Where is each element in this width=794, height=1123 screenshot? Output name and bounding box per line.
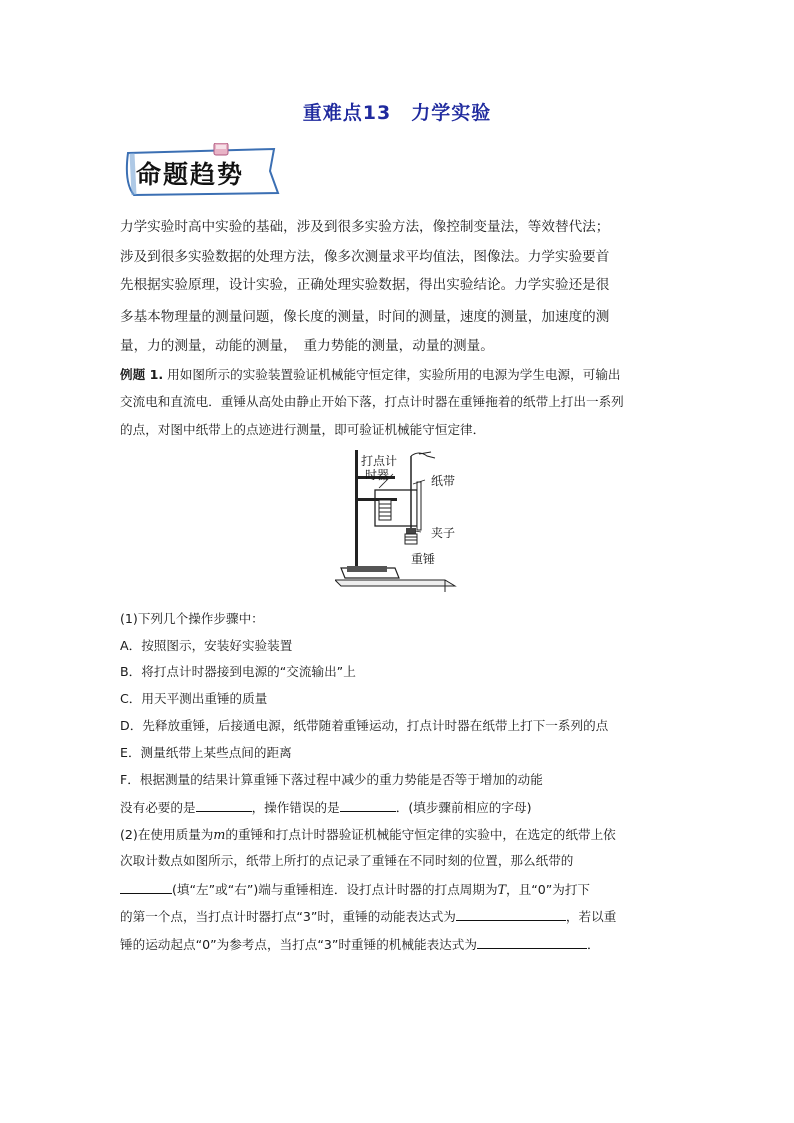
label-clip: 夹子 bbox=[431, 526, 456, 540]
part2-line bbox=[120, 934, 600, 955]
q-text: ． bbox=[586, 937, 600, 952]
var-m: m bbox=[213, 827, 226, 842]
example-line: 的点，对图中纸带上的点迹进行测量，即可验证机械能守恒定律． bbox=[120, 422, 486, 437]
q-text: ，若以重 bbox=[565, 909, 617, 924]
answer-blank-kinetic-energy[interactable] bbox=[456, 906, 566, 921]
q-text: ．(填步骤前相应的字母) bbox=[395, 800, 532, 815]
label-timer-line2: 时器 bbox=[365, 468, 390, 482]
part1-intro: (1)下列几个操作步骤中： bbox=[120, 611, 264, 626]
apparatus-figure bbox=[335, 446, 475, 592]
q-text: 锤的运动起点“0”为参考点，当打点“3”时重锤的机械能表达式为 bbox=[120, 937, 477, 952]
intro-line: 多基本物理量的测量问题，像长度的测量，时间的测量，速度的测量，加速度的测 bbox=[120, 309, 610, 325]
part2-line bbox=[120, 879, 590, 900]
answer-blank-end[interactable] bbox=[120, 879, 172, 894]
q-text: (2)在使用质量为 bbox=[120, 827, 214, 842]
intro-line: 力学实验时高中实验的基础，涉及到很多实验方法，像控制变量法，等效替代法； bbox=[120, 219, 610, 235]
intro-line: 先根据实验原理，设计实验，正确处理实验数据，得出实验结论。力学实验还是很 bbox=[120, 277, 610, 293]
label-timer-line1: 打点计 bbox=[361, 454, 398, 468]
part2-line bbox=[120, 825, 616, 845]
intro-line: 涉及到很多实验数据的处理方法，像多次测量求平均值法，图像法。力学实验要首 bbox=[120, 249, 610, 265]
q-text: (填“左”或“右”)端与重锤相连．设打点计时器的打点周期为 bbox=[172, 882, 498, 897]
step-item: E．测量纸带上某些点间的距离 bbox=[120, 745, 292, 760]
q-text: 的第一个点，当打点计时器打点“3”时，重锤的动能表达式为 bbox=[120, 909, 456, 924]
step-item: B．将打点计时器接到电源的“交流输出”上 bbox=[120, 664, 356, 679]
q-text: 的重锤和打点计时器验证机械能守恒定律的实验中，在选定的纸带上依 bbox=[225, 827, 616, 842]
step-item: A．按照图示，安装好实验装置 bbox=[120, 638, 293, 653]
step-item: F．根据测量的结果计算重锤下落过程中减少的重力势能是否等于增加的动能 bbox=[120, 772, 543, 787]
q-text: ，且“0”为打下 bbox=[506, 882, 591, 897]
label-tape: 纸带 bbox=[431, 474, 456, 488]
step-item: D．先释放重锤，后接通电源，纸带随着重锤运动，打点计时器在纸带上打下一系列的点 bbox=[120, 718, 609, 733]
answer-blank-wrong-step[interactable] bbox=[340, 797, 396, 812]
example-line bbox=[120, 365, 621, 385]
answer-blank-mechanical-energy[interactable] bbox=[477, 934, 587, 949]
page-title: 重难点13 力学实验 bbox=[302, 102, 492, 124]
part1-question bbox=[120, 797, 531, 818]
banner-text: 命题趋势 bbox=[136, 160, 245, 189]
q-text: 没有必要的是 bbox=[120, 800, 196, 815]
intro-line: 量，力的测量，动能的测量， 重力势能的测量，动量的测量。 bbox=[120, 338, 494, 354]
q-text: ，操作错误的是 bbox=[251, 800, 340, 815]
example-line: 交流电和直流电．重锤从高处由静止开始下落，打点计时器在重锤拖着的纸带上打出一系列 bbox=[120, 394, 624, 409]
answer-blank-unnecessary[interactable] bbox=[196, 797, 252, 812]
section-banner bbox=[120, 143, 282, 199]
example-label: 例题 1. bbox=[120, 367, 164, 382]
apparatus-diagram-icon bbox=[335, 446, 475, 592]
label-weight: 重锤 bbox=[411, 552, 436, 566]
example-text: 用如图所示的实验装置验证机械能守恒定律，实验所用的电源为学生电源，可输出 bbox=[167, 367, 621, 382]
part2-line: 次取计数点如图所示，纸带上所打的点记录了重锤在不同时刻的位置，那么纸带的 bbox=[120, 853, 574, 868]
step-item: C．用天平测出重锤的质量 bbox=[120, 691, 268, 706]
var-T: T bbox=[497, 882, 506, 897]
part2-line bbox=[120, 906, 616, 927]
